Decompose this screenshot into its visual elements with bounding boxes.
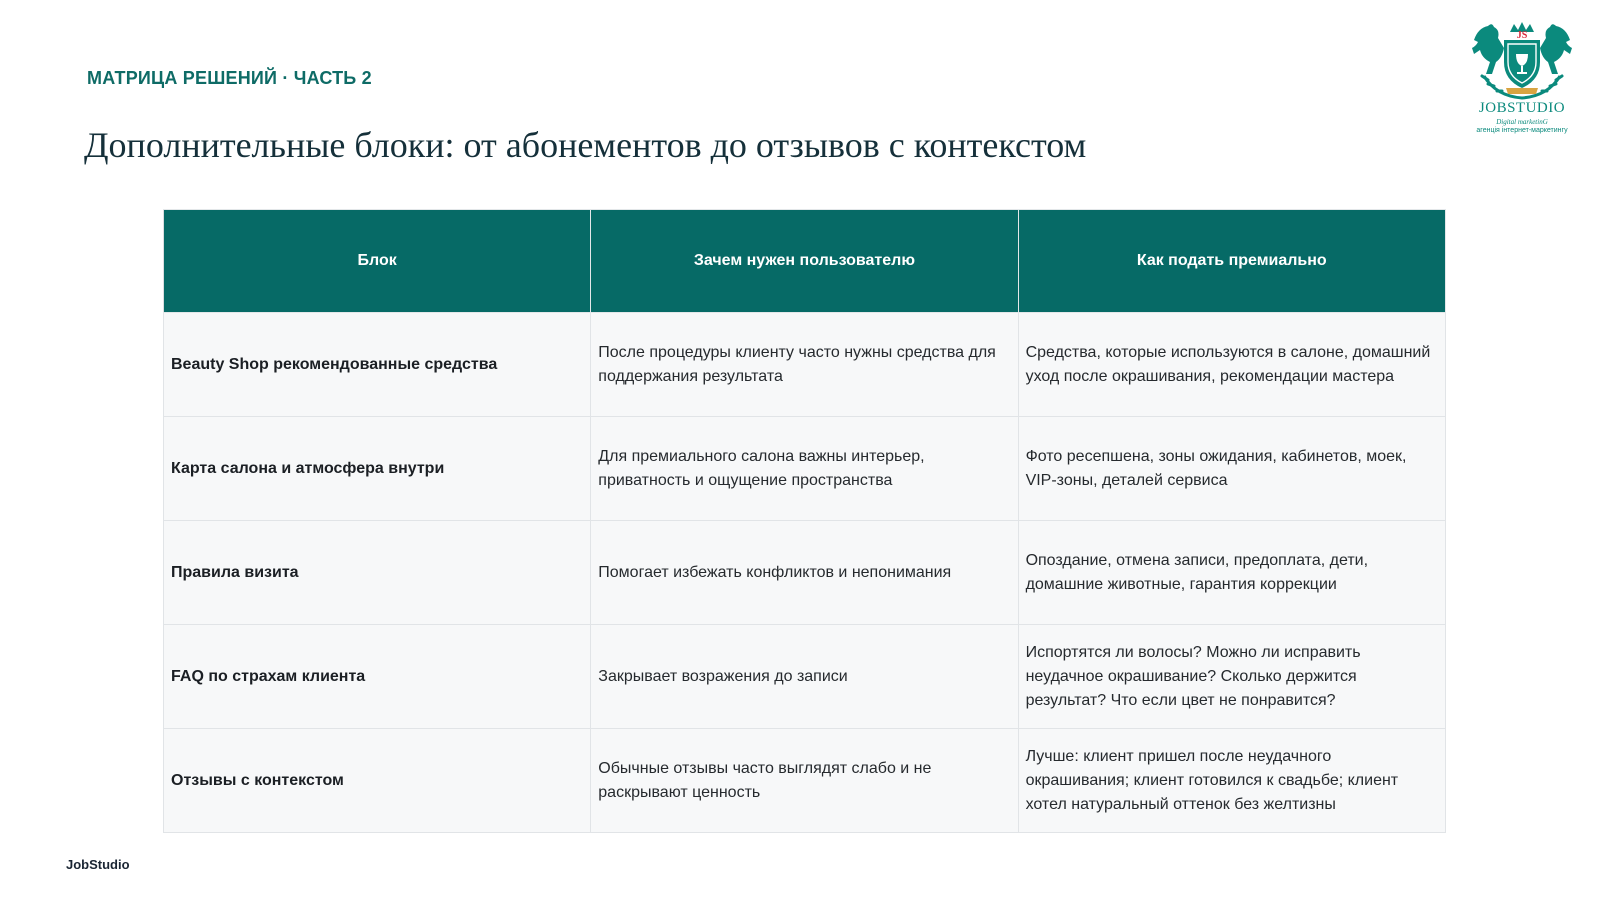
cell-why: Помогает избежать конфликтов и непонимания [591, 521, 1018, 625]
jobstudio-logo [1466, 18, 1578, 140]
cell-block: Правила визита [164, 521, 591, 625]
table-row [164, 313, 1446, 417]
table-row [164, 417, 1446, 521]
cell-block: Отзывы с контекстом [164, 729, 591, 833]
cell-how: Фото ресепшена, зоны ожидания, кабинетов, моек, VIP-зоны, деталей сервиса [1018, 417, 1445, 521]
cell-why: После процедуры клиенту часто нужны средства для поддержания результата [591, 313, 1018, 417]
page-title: Дополнительные блоки: от абонементов до отзывов с контекстом [84, 125, 1087, 165]
table-row [164, 625, 1446, 729]
cell-how: Лучше: клиент пришел после неудачного окрашивания; клиент готовился к свадьбе; клиент хотел натуральный оттенок без желтизны [1018, 729, 1445, 833]
logo-monogram: JS [1516, 30, 1528, 41]
column-header-block: Блок [164, 210, 591, 313]
decision-matrix-table [163, 209, 1446, 833]
column-header-how: Как подать премиально [1018, 210, 1445, 313]
table-row [164, 729, 1446, 833]
cell-block: Карта салона и атмосфера внутри [164, 417, 591, 521]
logo-subtitle: Digital marketinG [1496, 118, 1548, 126]
logo-tagline: агенція інтернет-маркетингу [1476, 127, 1568, 134]
section-eyebrow: МАТРИЦА РЕШЕНИЙ · ЧАСТЬ 2 [87, 68, 372, 88]
cell-how: Средства, которые используются в салоне, домашний уход после окрашивания, рекомендации мастера [1018, 313, 1445, 417]
table-header-row [164, 210, 1446, 313]
cell-why: Обычные отзывы часто выглядят слабо и не раскрывают ценность [591, 729, 1018, 833]
logo-brand: JOBSTUDIO [1478, 100, 1566, 116]
cell-why: Для премиального салона важны интерьер, приватность и ощущение пространства [591, 417, 1018, 521]
rearing-horses-crest-icon [1466, 18, 1578, 102]
cell-how: Испортятся ли волосы? Можно ли исправить неудачное окрашивание? Сколько держится результат? Что если цвет не понравится? [1018, 625, 1445, 729]
cell-block: Beauty Shop рекомендованные средства [164, 313, 591, 417]
cell-how: Опоздание, отмена записи, предоплата, дети, домашние животные, гарантия коррекции [1018, 521, 1445, 625]
column-header-why: Зачем нужен пользователю [591, 210, 1018, 313]
cell-block: FAQ по страхам клиента [164, 625, 591, 729]
cell-why: Закрывает возражения до записи [591, 625, 1018, 729]
footer-brand: JobStudio [66, 857, 130, 872]
table-row [164, 521, 1446, 625]
